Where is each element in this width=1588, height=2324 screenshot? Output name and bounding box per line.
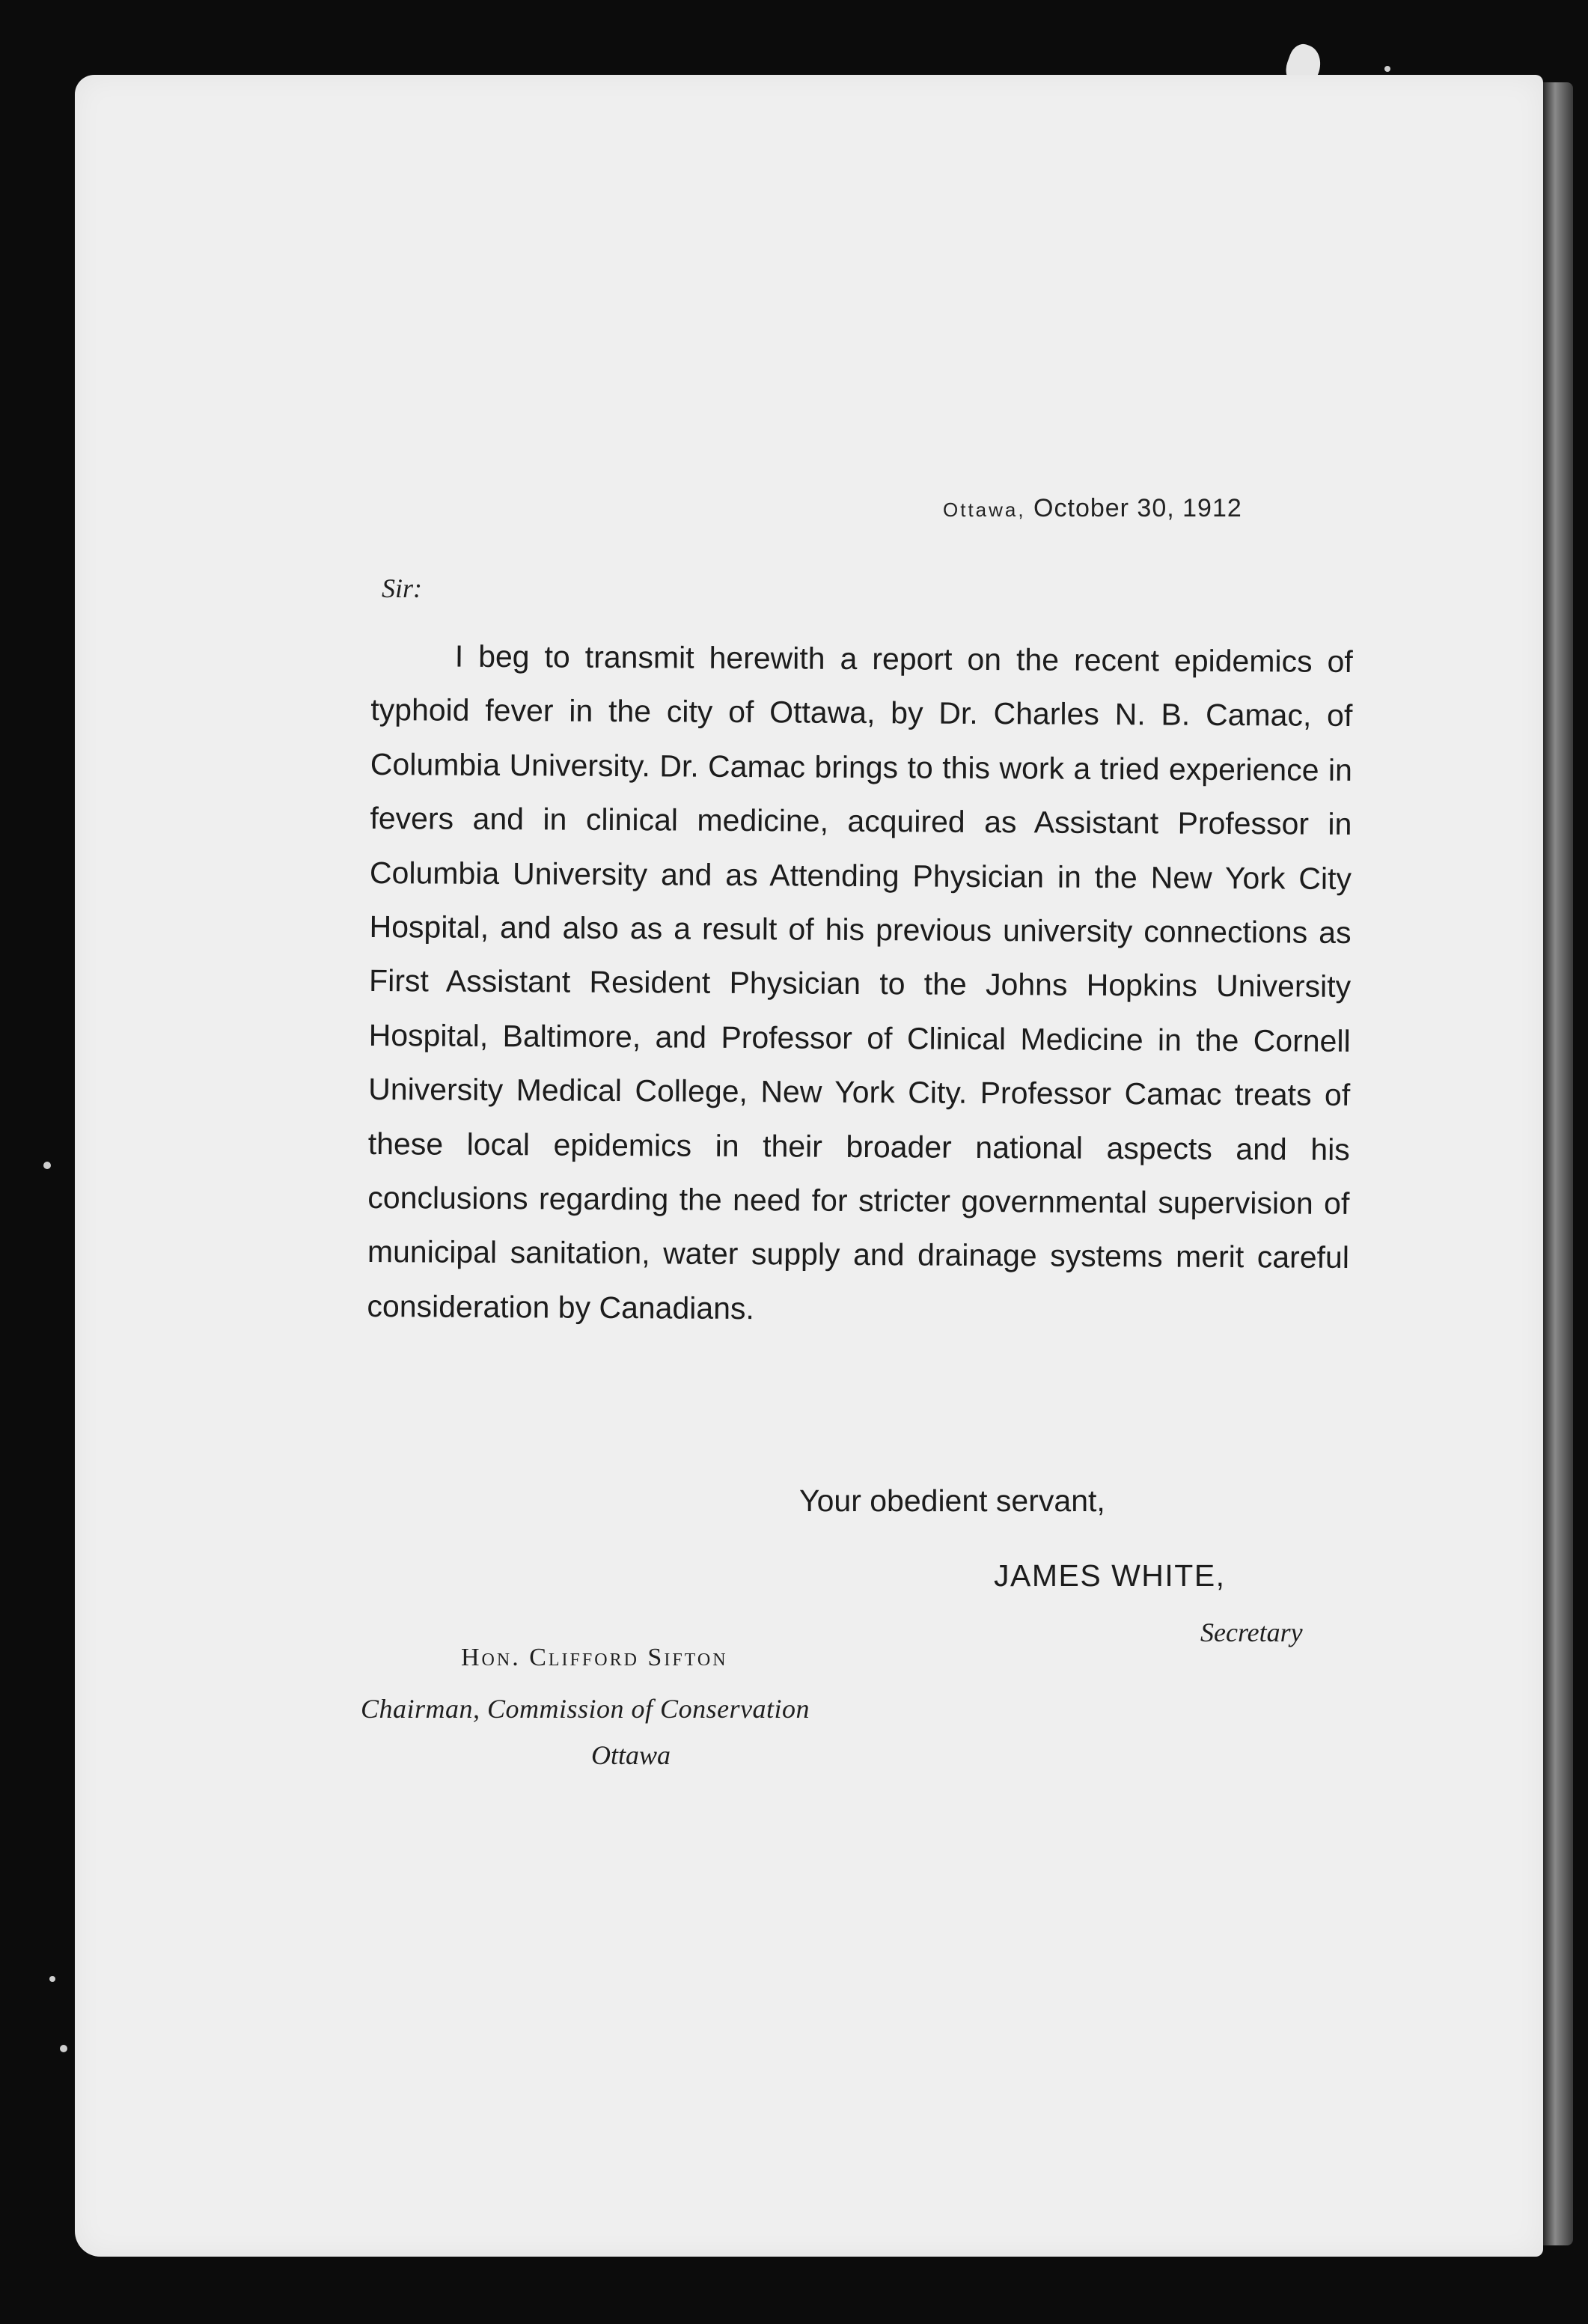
- scan-speck: [43, 1162, 51, 1169]
- scan-speck: [49, 1976, 55, 1982]
- salutation: Sir:: [382, 573, 422, 603]
- complimentary-close: Your obedient servant,: [799, 1483, 1105, 1518]
- addressee-name: Hon. Clifford Sifton: [461, 1644, 728, 1671]
- letter-dateline: [943, 494, 1242, 523]
- scan-speck: [1384, 66, 1390, 72]
- dateline-date: October 30, 1912: [1033, 494, 1242, 522]
- signer-name: JAMES WHITE,: [994, 1558, 1226, 1593]
- addressee-city: Ottawa: [591, 1740, 671, 1770]
- dateline-place: Ottawa,: [943, 498, 1026, 521]
- signer-title: Secretary: [1200, 1617, 1303, 1647]
- next-page-edge: [1543, 82, 1573, 2245]
- addressee-role: Chairman, Commission of Conservation: [361, 1694, 810, 1724]
- letter-body: I beg to transmit herewith a report on the recent epidemics of typhoid fever in the city of Ottawa, by Dr. Charles N. B. Camac, of Columbia University. Dr. Camac brings to this work a tried experience in fevers and in clinical medicine, acquired as Assistant Professor in Columbia University and as Attending Physician in the New York City Hospital, and also as a result of his previous university connections as First Assistant Resident Physician to the Johns Hopkins University Hospital, Baltimore, and Professor of Clinical Medicine in the Cornell University Medical College, New York City. Professor Camac treats of these local epidemics in their broader national aspects and his conclusions regarding the need for stricter governmental supervision of municipal sanitation, water supply and drainage systems merit careful consideration by Canadians.: [367, 638, 1353, 1326]
- scan-speck: [60, 2045, 67, 2052]
